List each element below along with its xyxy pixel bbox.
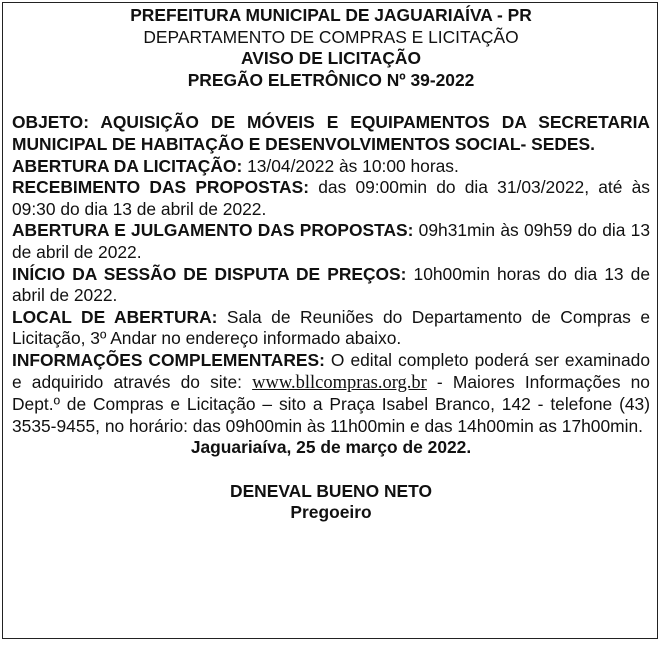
recebimento-text: das 09:00min do dia 31/03/2022, até às 09:30 do dia 13 de abril de 2022. xyxy=(12,177,650,219)
informacoes-label: INFORMAÇÕES COMPLEMENTARES: xyxy=(12,349,325,370)
disputa-paragraph xyxy=(12,264,650,307)
spacer xyxy=(12,459,650,481)
date-line: Jaguariaíva, 25 de março de 2022. xyxy=(190,437,472,458)
signature-name: DENEVAL BUENO NETO xyxy=(230,480,432,501)
julgamento-text: 09h31min às 09h59 do dia 13 de abril de 2022. xyxy=(12,220,651,262)
recebimento-paragraph xyxy=(12,177,650,220)
local-paragraph xyxy=(12,307,650,350)
objeto-paragraph: OBJETO: AQUISIÇÃO DE MÓVEIS E EQUIPAMENTOS DA SECRETARIA MUNICIPAL DE HABITAÇÃO E DESENVOLVIMENTOS SOCIAL- SEDES. xyxy=(12,112,650,154)
header-notice-title: AVISO DE LICITAÇÃO xyxy=(240,48,422,69)
header-department: DEPARTAMENTO DE COMPRAS E LICITAÇÃO xyxy=(143,26,519,47)
signature-role: Pregoeiro xyxy=(290,502,372,523)
header-tender-number: PREGÃO ELETRÔNICO Nº 39-2022 xyxy=(187,69,475,90)
informacoes-text-before: O edital completo poderá ser examinado e adquirido através do site: xyxy=(12,349,650,392)
abertura-licitacao-label: ABERTURA DA LICITAÇÃO: xyxy=(12,155,243,176)
notice-content xyxy=(12,5,650,524)
website-link[interactable]: www.bllcompras.org.br xyxy=(252,372,427,393)
disputa-label: INÍCIO DA SESSÃO DE DISPUTA DE PREÇOS: xyxy=(12,263,407,284)
informacoes-paragraph xyxy=(12,350,650,437)
header-municipality: PREFEITURA MUNICIPAL DE JAGUARIAÍVA - PR xyxy=(130,5,532,25)
local-label: LOCAL DE ABERTURA: xyxy=(12,306,218,327)
julgamento-label: ABERTURA E JULGAMENTO DAS PROPOSTAS: xyxy=(12,220,414,241)
local-text: Sala de Reuniões do Departamento de Compras e Licitação, 3º Andar no endereço informado abaixo. xyxy=(12,306,650,349)
abertura-licitacao-text: 13/04/2022 às 10:00 horas. xyxy=(242,155,459,176)
julgamento-paragraph xyxy=(12,220,650,263)
recebimento-label: RECEBIMENTO DAS PROPOSTAS: xyxy=(12,177,310,198)
informacoes-text-after: - Maiores Informações no Dept.º de Compras e Licitação – sito a Praça Isabel Branco, 142 - telefone (43) 3535-9455, no horário: das 09h00min às 11h00min e das 14h00min as 17h00min. xyxy=(12,371,650,436)
abertura-licitacao-paragraph xyxy=(12,156,650,178)
disputa-text: 10h00min horas do dia 13 de abril de 2022. xyxy=(12,263,650,306)
spacer xyxy=(12,91,650,112)
